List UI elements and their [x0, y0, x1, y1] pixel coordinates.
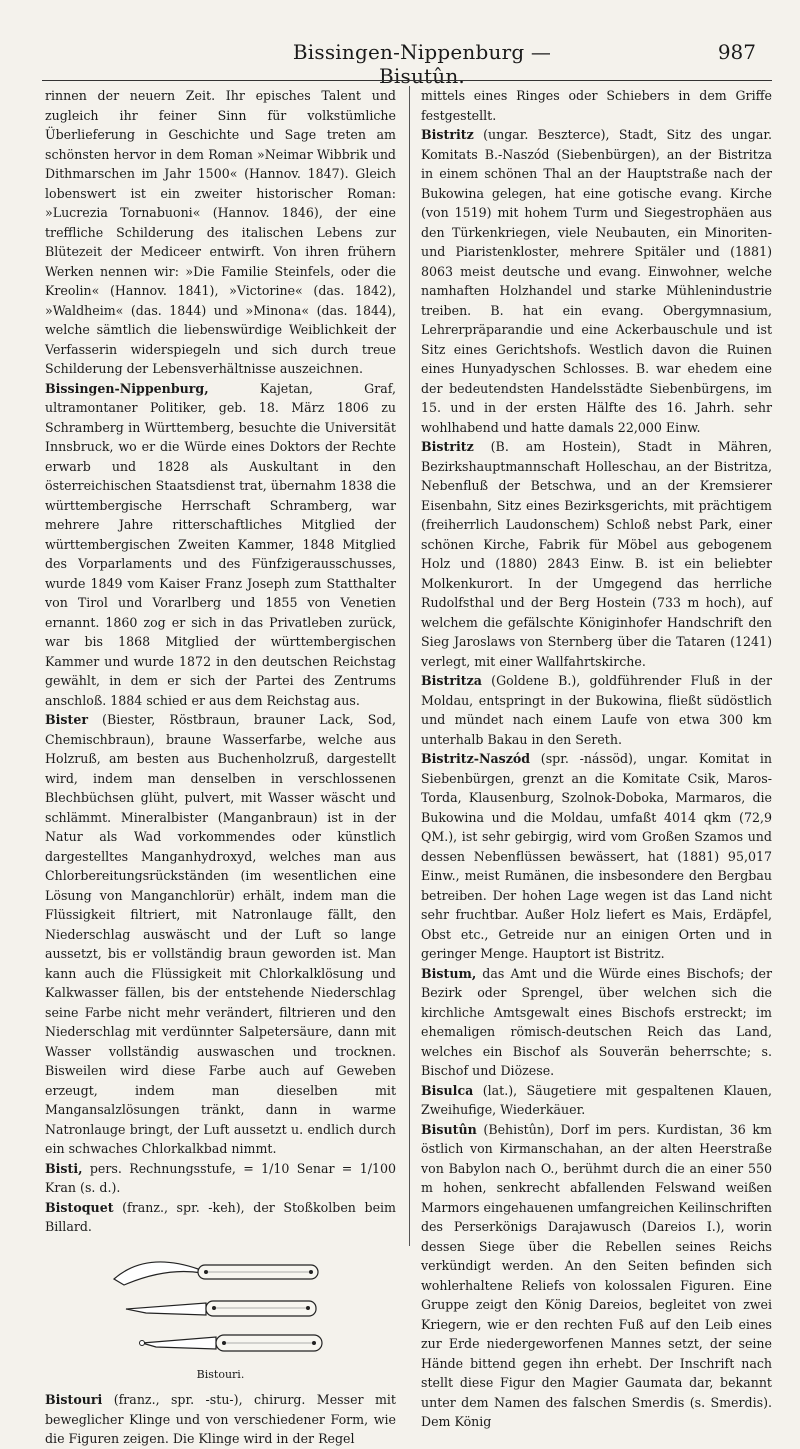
page-header	[0, 0, 800, 88]
entry-head: Bisti,	[45, 1160, 83, 1176]
entry-head: Bistritza	[421, 673, 482, 688]
entry-text: (spr. -nássöd), ungar. Komitat in Siebenbürgen, grenzt an die Komitate Csik, Maros-Torda, Klausenburg, Szolnok-Doboka, Marmaros, die Bukowina und die Moldau, umfaßt 4014 qkm (72,9 QM.), ist sehr gebirgig, wird vom Großen Szamos und dessen Nebenflüssen bewässert, hat (1881) 95,017 Einw., meist Rumänen, die insbesondere den Bergbau betreiben. Der hohen Lage wegen ist das Land nicht sehr fruchtbar. Außer Holz liefert es Mais, Erdäpfel, Obst etc., Getreide nur an einigen Orten und in geringer Menge. Hauptort ist Bistritz.	[421, 751, 772, 961]
entry-head: Bisutûn	[421, 1121, 477, 1137]
column-divider	[409, 86, 410, 1246]
entry-text: pers. Rechnungsstufe, = 1/10 Senar = 1/100 Kran (s. d.).	[45, 1160, 396, 1195]
entry-bister	[45, 710, 396, 1159]
entry-bisulca	[421, 1081, 772, 1120]
entry-bisti	[45, 1159, 396, 1198]
entry-continuation: mittels eines Ringes oder Schiebers in dem Griffe festgestellt.	[421, 88, 772, 123]
entry-continuation: rinnen der neuern Zeit. Ihr episches Talent und zugleich ihr feiner Sinn für volkstümliche Überlieferung in Geschichte und Sage treten am schönsten hervor in dem Roman »Neimar Wibbrik und Dithmarschen im Jahr 1500« (Hannov. 1847). Gleich lobenswert ist ein zweiter historischer Roman: »Lucrezia Tornabuoni« (Hannov. 1846), der eine treffliche Schilderung des italischen Lebens zur Blütezeit der Mediceer entwirft. Von ihren frühern Werken nennen wir: »Die Familie Steinfels, oder die Kreolin« (Hannov. 1841), »Victorine« (das. 1842), »Waldheim« (das. 1844) und »Minona« (das. 1844), welche sämtlich die liebenswürdige Weiblichkeit der Verfasserin widerspiegeln und sich durch treue Schilderung der Lebensverhältnisse auszeichnen.	[45, 88, 396, 376]
header-rule	[42, 80, 772, 81]
left-column	[45, 86, 396, 1449]
entry-bistritz-mahren	[421, 437, 772, 671]
bistouri-illustration	[106, 1243, 336, 1365]
bistouri-figure	[45, 1243, 396, 1385]
entry-head: Bistritz	[421, 127, 474, 142]
entry-bisutun	[421, 1120, 772, 1432]
entry-head: Bissingen-Nippenburg,	[45, 380, 209, 396]
entry-text: (franz., spr. -stu-), chirurg. Messer mit beweglicher Klinge und von verschiedener Form, wie die Figuren zeigen. Die Klinge wird in der Regel	[45, 1392, 396, 1446]
entry-bistritz-naszod	[421, 749, 772, 964]
entry-head: Bistritz-Naszód	[421, 751, 531, 766]
entry-text: das Amt und die Würde eines Bischofs; der Bezirk oder Sprengel, über welchen sich die kirchliche Amtsgewalt eines Bischofs erstreckt; im ehemaligen römisch-deutschen Reich das Land, welches ein Bischof als Souverän beherrschte; s. Bischof und Diözese.	[421, 965, 772, 1078]
entry-text: (Goldene B.), goldführender Fluß in der Moldau, entspringt in der Bukowina, fließt südöstlich und mündet nach einem Laufe von etwa 300 km unterhalb Bakau in den Sereth.	[421, 673, 772, 747]
entry-head: Bistoquet	[45, 1199, 114, 1215]
entry-head: Bistum,	[421, 965, 477, 981]
right-column	[421, 86, 772, 1432]
entry-text: (Behistûn), Dorf im pers. Kurdistan, 36 km östlich von Kirmanschahan, an der alten Heerstraße von Babylon nach O., berühmt durch die an einer 550 m hohen, senkrecht abfallenden Felswand weißen Marmors eingehauenen umfangreichen Keilinschriften des Perserkönigs Darajawusch (Dareios I.), worin dessen Siege über die Rebellen seines Reichs verkündigt werden. An den Seiten befinden sich wohlerhaltene Reliefs von kolossalen Figuren. Eine Gruppe zeigt den König Dareios, begleitet von zwei Kriegern, wie er den rechten Fuß auf den Leib eines zur Erde niedergeworfenen Mannes setzt, der seine Hände bittend gegen ihn erhebt. Der Inschrift nach stellt diese Figur den Magier Gaumata dar, bekannt unter dem Namen des falschen Smerdis (s. Smerdis). Dem König	[421, 1121, 772, 1429]
entry-text: Kajetan, Graf, ultramontaner Politiker, geb. 18. März 1806 zu Schramberg in Württemberg, besuchte die Universität Innsbruck, wo er die Würde eines Doktors der Rechte erwarb und 1828 als Auskultant in den österreichischen Staatsdienst trat, übernahm 1838 die württembergische Herrschaft Schramberg, war mehrere Jahre ritterschaftliches Mitglied der württembergischen Zweiten Kammer, 1848 Mitglied des Vorparlaments und des Fünfzigerausschusses, wurde 1849 vom Kaiser Franz Joseph zum Statthalter von Tirol und Vorarlberg und 1855 von Venetien ernannt. 1860 zog er sich in das Privatleben zurück, war bis 1868 Mitglied der württembergischen Kammer und wurde 1872 in den deutschen Reichstag gewählt, in dem er sich der Partei des Zentrums anschloß. 1884 schied er aus dem Reichstag aus.	[45, 380, 396, 708]
entry-text: (franz., spr. -keh), der Stoßkolben beim Billard.	[45, 1199, 396, 1234]
entry-text: (B. am Hostein), Stadt in Mähren, Bezirkshauptmannschaft Holleschau, an der Bistritza, Nebenfluß der Betschwa, und an der Kremsierer Eisenbahn, Sitz eines Bezirksgerichts, mit prächtigem (freiherrlich Laudonschem) Schloß nebst Park, einer schönen Kirche, Fabrik für Möbel aus gebogenem Holz und (1880) 2843 Einw. B. ist ein beliebter Molkenkurort. In der Umgegend das herrliche Rudolfsthal und der Berg Hostein (733 m hoch), auf welchem die gefälschte Königinhofer Handschrift den Sieg Jaroslaws von Sternberg über die Tataren (1241) verlegt, mit einer Wallfahrtskirche.	[421, 439, 772, 669]
entry-head: Bistritz	[421, 439, 474, 454]
entry-head: Bister	[45, 712, 88, 727]
straight-knife	[126, 1301, 316, 1316]
figure-caption: Bistouri.	[196, 1367, 245, 1381]
entry-head: Bisulca	[421, 1082, 474, 1098]
entry-bistritza	[421, 671, 772, 749]
entry-text: (lat.), Säugetiere mit gespaltenen Klauen, Zweihufige, Wiederkäuer.	[421, 1082, 772, 1117]
entry-bistoquet	[45, 1198, 396, 1237]
probe-knife	[139, 1335, 322, 1351]
entry-bistritz-hu	[421, 125, 772, 437]
page-number: 987	[717, 40, 756, 64]
entry-bistouri	[45, 1390, 396, 1449]
entry-head: Bistouri	[45, 1392, 103, 1407]
folding-knife	[114, 1261, 318, 1284]
entry-bistum	[421, 964, 772, 1081]
entry-bissingen-nippenburg	[45, 379, 396, 711]
running-head: Bissingen-Nippenburg — Bisutûn.	[292, 40, 552, 88]
entry-text: (Biester, Röstbraun, brauner Lack, Sod, Chemischbraun), braune Wasserfarbe, welche aus Holzruß, am besten aus Buchenholzruß, dargestellt wird, indem man denselben in verschlossenen Blechbüchsen glüht, pulvert, mit Wasser wäscht und schlämmt. Mineralbister (Manganbraun) ist in der Natur als Wad vorkommendes oder künstlich dargestelltes Manganhydroxyd, welches man aus Chlorbereitungsrückständen (im wesentlichen eine Lösung von Manganchlorür) erhält, indem man die Flüssigkeit filtriert, mit Natronlauge fällt, den Niederschlag auswäscht und der Luft so lange aussetzt, bis er vollständig braun geworden ist. Man kann auch die Flüssigkeit mit Chlorkalklösung und Kalkwasser fällen, bis der entstehende Niederschlag seine Farbe nicht mehr verändert, filtrieren und den Niederschlag mit verdünnter Salpetersäure, dann mit Wasser vollständig auswaschen und trocknen. Bisweilen wird diese Farbe auch auf Geweben erzeugt, indem man dieselben mit Mangansalzlösungen tränkt, dann in warme Natronlauge bringt, der Luft aussetzt u. endlich durch ein schwaches Chlorkalkbad nimmt.	[45, 712, 396, 1156]
entry-text: (ungar. Beszterce), Stadt, Sitz des ungar. Komitats B.-Naszód (Siebenbürgen), an der Bistritza in einem schönen Thal an der Hauptstraße nach der Bukowina gelegen, hat eine gotische evang. Kirche (von 1519) mit hohem Turm und Siegestrophäen aus den Türkenkriegen, viele Neubauten, ein Minoriten- und Piaristenkloster, mehrere Spitäler und (1881) 8063 meist deutsche und evang. Einwohner, welche namhaften Holzhandel und starke Mühlenindustrie treiben. B. hat ein evang. Obergymnasium, Lehrerpräparandie und eine Ackerbauschule und ist Sitz eines Gerichtshofs. Westlich davon die Ruinen eines Hunyadyschen Schlosses. B. war ehedem eine der bedeutendsten Handelsstädte Siebenbürgens, im 15. und in der ersten Hälfte des 16. Jahrh. sehr wohlhabend und hatte damals 22,000 Einw.	[421, 127, 772, 435]
